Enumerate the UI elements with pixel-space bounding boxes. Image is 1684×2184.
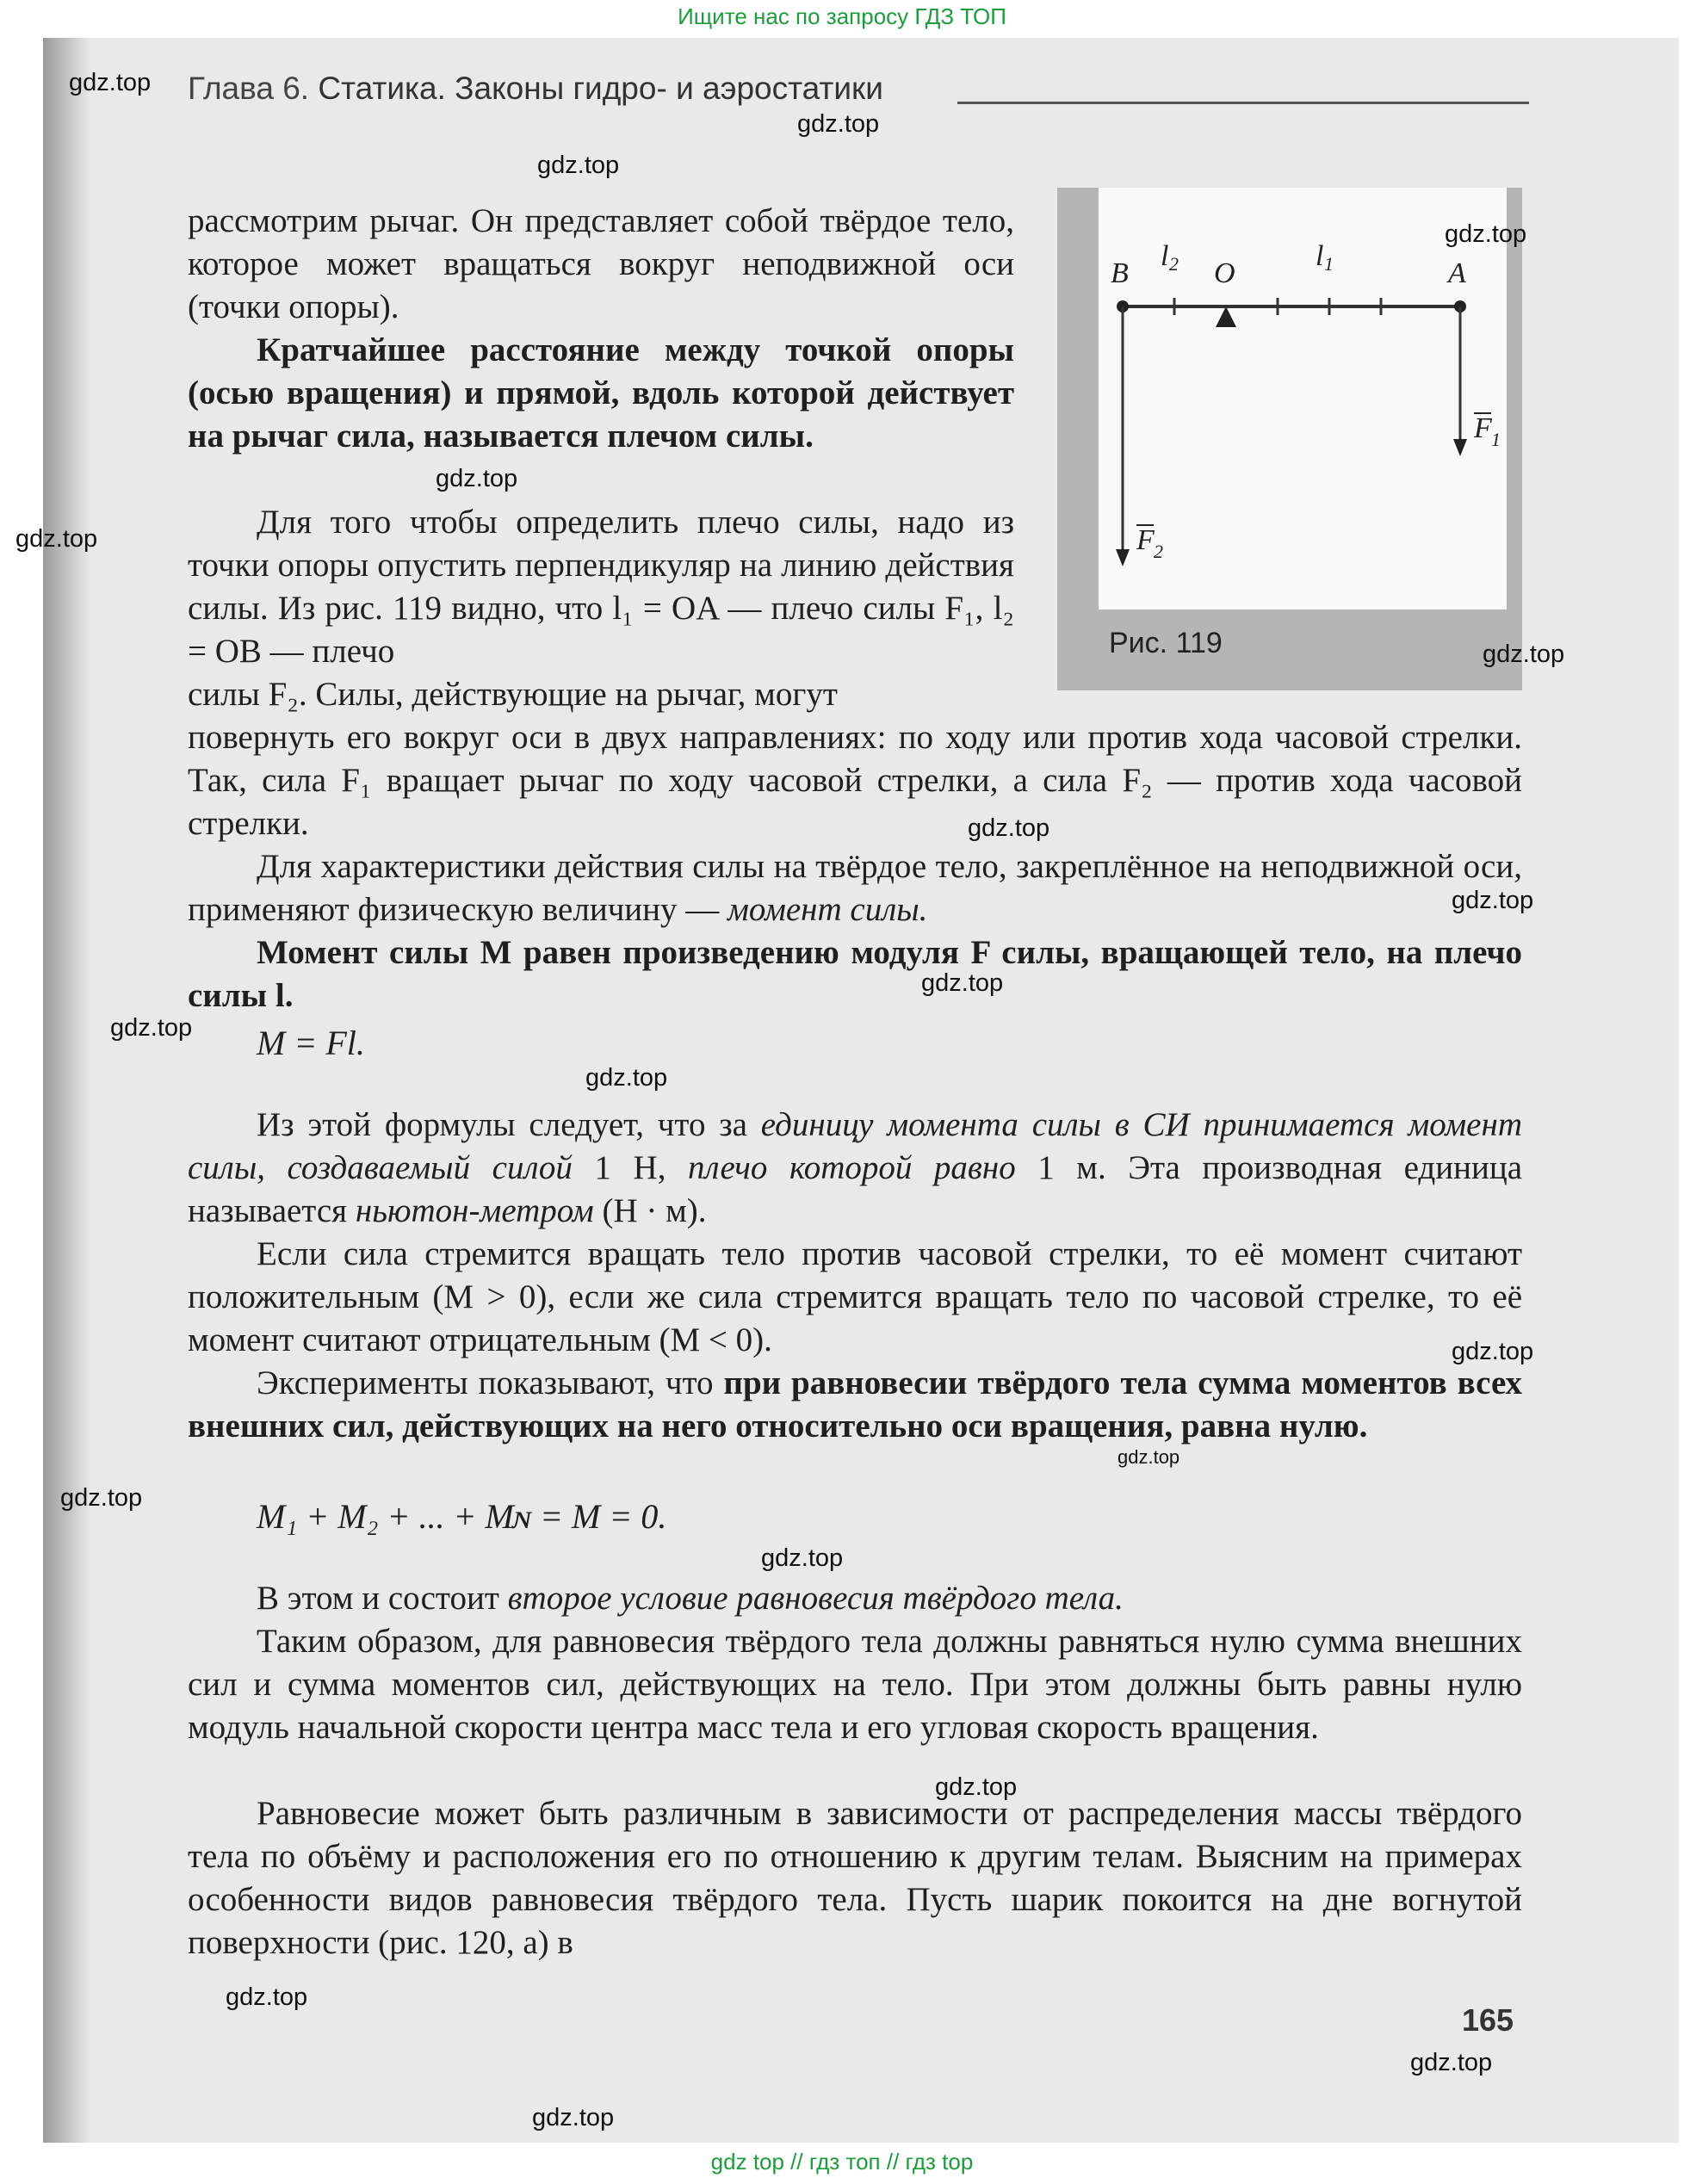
chapter-header xyxy=(188,71,883,107)
watermark: gdz.top xyxy=(537,152,620,179)
unit-text-2: единицу момента силы в СИ принимается момент силы, создаваемый силой xyxy=(188,1106,1522,1186)
chapter-number: Глава 6. xyxy=(188,71,310,106)
paragraph-second-condition xyxy=(188,1577,1522,1620)
label-l2-sub: 2 xyxy=(1169,253,1179,275)
paragraph-equilibrium-types: Равновесие может быть различным в зависимости от распределения массы твёрдого тела по объёму и расположения его по отношению к другим телам. Выясним на примерах особенности видов равновесия твёрдого тела. Пусть шарик покоится на дне вогнутой поверхности (рис. 120, a) в xyxy=(188,1795,1522,1961)
watermark: gdz.top xyxy=(110,1014,193,1042)
watermark: gdz.top xyxy=(532,2104,615,2131)
paragraph-forces-line: силы F₂. Силы, действующие на рычаг, могут xyxy=(188,676,838,713)
unit-text-6: ньютон-метром xyxy=(355,1192,594,1229)
label-o: O xyxy=(1214,257,1235,289)
unit-text-3: 1 Н, xyxy=(572,1149,689,1186)
label-b: B xyxy=(1111,257,1129,289)
moment-term: момент силы. xyxy=(727,891,928,928)
watermark: gdz.top xyxy=(935,1773,1018,1801)
watermark: gdz.top xyxy=(1118,1446,1180,1468)
force-f1-arrowhead xyxy=(1453,439,1467,456)
watermark: gdz.top xyxy=(1483,640,1565,668)
page-binding-shadow xyxy=(43,38,90,2143)
paragraph-rotation-directions: повернуть его вокруг оси в двух направлениях: по ходу или против хода часовой стрелки. Так, сила F₁ вращает рычаг по ходу часовой стрелки, а сила F₂ — против хода часовой стрелки. xyxy=(188,719,1522,842)
unit-text-1: Из этой формулы следует, что за xyxy=(257,1106,761,1143)
figure-119 xyxy=(1057,188,1522,690)
watermark: gdz.top xyxy=(1445,220,1527,248)
formula-moment: M = Fl. xyxy=(257,1024,365,1062)
label-l2: l xyxy=(1161,240,1169,272)
watermark: gdz.top xyxy=(60,1484,143,1512)
definition-lever-arm: Кратчайшее расстояние между точкой опоры (осью вращения) и прямой, вдоль которой действует на рычаг сила, называется плечом силы. xyxy=(188,331,1014,455)
watermark: gdz.top xyxy=(15,525,98,553)
watermark: gdz.top xyxy=(797,110,880,138)
bottom-banner[interactable]: gdz top // гдз топ // гдз top xyxy=(710,2149,974,2175)
page-number: 165 xyxy=(1462,2002,1514,2038)
unit-text-5: 1 м. Эта производная единица называется xyxy=(188,1149,1523,1229)
watermark: gdz.top xyxy=(1452,1338,1534,1365)
watermark: gdz.top xyxy=(69,69,152,96)
paragraph-si-unit xyxy=(188,1104,1522,1233)
label-l1: l xyxy=(1316,240,1324,272)
label-l1-sub: 1 xyxy=(1324,253,1334,275)
figure-caption: Рис. 119 xyxy=(1109,627,1223,659)
paragraph-lever-intro: рассмотрим рычаг. Он представляет собой твёрдое тело, которое может вращаться вокруг неподвижной оси (точки опоры). xyxy=(188,202,1014,325)
definition-moment: Момент силы M равен произведению модуля F силы, вращающей тело, на плечо силы l. xyxy=(188,934,1522,1014)
label-f2-sub: 2 xyxy=(1154,541,1163,562)
second-condition-text: В этом и состоит xyxy=(257,1580,508,1617)
unit-text-4: плечо которой равно xyxy=(688,1149,1016,1186)
label-f1-sub: 1 xyxy=(1491,429,1501,450)
moment-intro-text: Для характеристики действия силы на твёрдое тело, закреплённое на неподвижной оси, применяют физическую величину — xyxy=(188,848,1522,928)
paragraph-sign-convention: Если сила стремится вращать тело против часовой стрелки, то её момент считают положительным (M > 0), если же сила стремится вращать тело по часовой стрелке, то её момент считают отрицательным (M < 0). xyxy=(188,1235,1522,1358)
label-f2: F xyxy=(1136,524,1155,556)
equilibrium-condition: при равновесии твёрдого тела сумма моментов всех внешних сил, действующих на него относительно оси вращения, равна нулю. xyxy=(188,1364,1522,1445)
paragraph-experiments xyxy=(188,1362,1522,1448)
label-f1: F xyxy=(1474,412,1492,444)
figure-panel xyxy=(1099,188,1507,609)
unit-text-7: (Н · м). xyxy=(593,1192,707,1229)
top-banner[interactable]: Ищите нас по запросу ГДЗ ТОП xyxy=(678,3,1006,29)
paragraph-moment-intro xyxy=(188,845,1522,931)
watermark: gdz.top xyxy=(585,1064,668,1092)
formula-sum-moments: M₁ + M₂ + ... + Mɴ = M = 0. xyxy=(257,1497,667,1536)
header-rule xyxy=(957,102,1529,104)
watermark: gdz.top xyxy=(968,814,1050,842)
watermark: gdz.top xyxy=(436,465,518,492)
paragraph-arm-determination: Для того чтобы определить плечо силы, надо из точки опоры опустить перпендикуляр на линию действия силы. Из рис. 119 видно, что l₁ = OA — плечо силы F₁, l₂ = OB — плечо xyxy=(188,504,1014,670)
lever-diagram xyxy=(1099,188,1507,609)
force-f2-arrowhead xyxy=(1116,549,1130,566)
watermark: gdz.top xyxy=(226,1983,308,2011)
second-condition-term: второе условие равновесия твёрдого тела. xyxy=(507,1580,1124,1617)
watermark: gdz.top xyxy=(1410,2049,1493,2076)
pivot-support xyxy=(1216,306,1236,327)
watermark: gdz.top xyxy=(1452,887,1534,914)
paragraph-summary: Таким образом, для равновесия твёрдого тела должны равняться нулю сумма внешних сил и сумма моментов сил, действующих на тело. При этом должны быть равны нулю модуль начальной скорости центра масс тела и его угловая скорость вращения. xyxy=(188,1623,1522,1746)
watermark: gdz.top xyxy=(761,1544,844,1572)
chapter-title: Статика. Законы гидро- и аэростатики xyxy=(318,71,883,106)
watermark: gdz.top xyxy=(921,969,1004,997)
label-a: A xyxy=(1448,257,1466,289)
experiments-text: Эксперименты показывают, что xyxy=(257,1364,724,1401)
